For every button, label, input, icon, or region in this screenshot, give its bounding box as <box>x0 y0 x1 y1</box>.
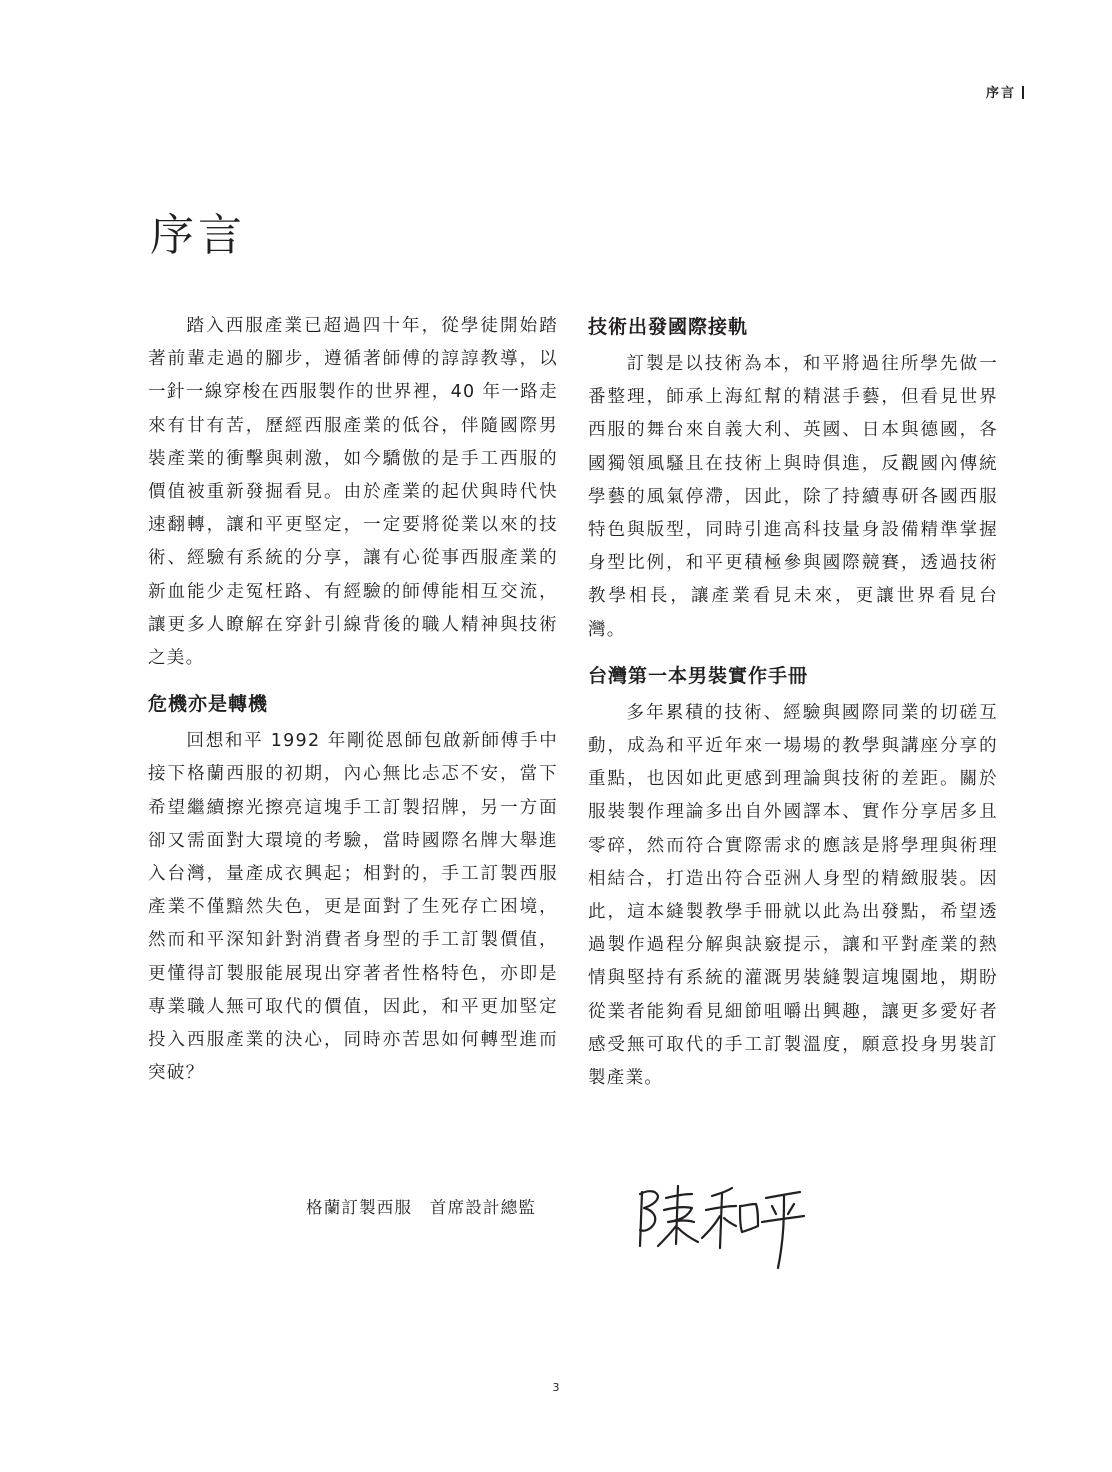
page-number: 3 <box>552 1381 560 1394</box>
handwritten-signature <box>628 1176 808 1276</box>
right-column <box>588 310 998 1107</box>
handbook-paragraph: 多年累積的技術、經驗與國際同業的切磋互動，成為和平近年來一場場的教學與講座分享的重點，也因如此更感到理論與技術的差距。關於服裝製作理論多出自外國譯本、實作分享居多且零碎，然而符合實際需求的應該是將學理與術理相結合，打造出符合亞洲人身型的精緻服裝。因此，這本縫製教學手冊就以此為出發點，希望透過製作過程分解與訣竅提示，讓和平對產業的熱情與堅持有系統的灌溉男裝縫製這塊園地，期盼從業者能夠看見細節咀嚼出興趣，讓更多愛好者感受無可取代的手工訂製溫度，願意投身男裝訂製產業。 <box>588 702 998 1089</box>
signature-caption: 格蘭訂製西服 首席設計總監 <box>306 1198 537 1217</box>
section-heading-handbook: 台灣第一本男裝實作手冊 <box>588 664 809 687</box>
section-heading-technique: 技術出發國際接軌 <box>588 316 749 338</box>
intro-paragraph: 踏入西服產業已超過四十年，從學徒開始踏著前輩走過的腳步，遵循著師傅的諄諄教導，以一針一線穿梭在西服製作的世界裡，40 年一路走來有甘有苦，歷經西服產業的低谷，伴隨國際男裝產業的衝擊與刺激，如今驕傲的是手工西服的價值被重新發掘看見。由於產業的起伏與時代快速翻轉，讓和平更堅定，一定要將從業以來的技術、經驗有系統的分享，讓有心從事西服產業的新血能少走冤枉路、有經驗的師傅能相互交流，讓更多人瞭解在穿針引線背後的職人精神與技術之美。 <box>148 316 558 669</box>
header-divider-bar <box>1022 86 1024 99</box>
signature-block <box>306 1176 826 1286</box>
crisis-paragraph: 回想和平 1992 年剛從恩師包啟新師傅手中接下格蘭西服的初期，內心無比忐忑不安，當下希望繼續擦光擦亮這塊手工訂製招牌，另一方面卻又需面對大環境的考驗，當時國際名牌大舉進入台灣，量產成衣興起；相對的，手工訂製西服產業不僅黯然失色，更是面對了生死存亡困境，然而和平深知針對消費者身型的手工訂製價值，更懂得訂製服能展現出穿著者性格特色，亦即是專業職人無可取代的價值，因此，和平更加堅定投入西服產業的決心，同時亦苦思如何轉型進而突破？ <box>148 731 558 1084</box>
left-column <box>148 310 558 1102</box>
page-title: 序言 <box>150 210 246 261</box>
technique-paragraph: 訂製是以技術為本，和平將過往所學先做一番整理，師承上海紅幫的精湛手藝，但看見世界西服的舞台來自義大利、英國、日本與德國，各國獨領風騷且在技術上與時俱進，反觀國內傳統學藝的風氣停滯，因此，除了持續專研各國西服特色與版型，同時引進高科技量身設備精準掌握身型比例，和平更積極參與國際競賽，透過技術教學相長，讓產業看見未來，更讓世界看見台灣。 <box>588 354 998 640</box>
section-heading-crisis: 危機亦是轉機 <box>148 693 269 716</box>
running-header-title: 序言 <box>985 86 1016 101</box>
running-header <box>986 82 1024 101</box>
